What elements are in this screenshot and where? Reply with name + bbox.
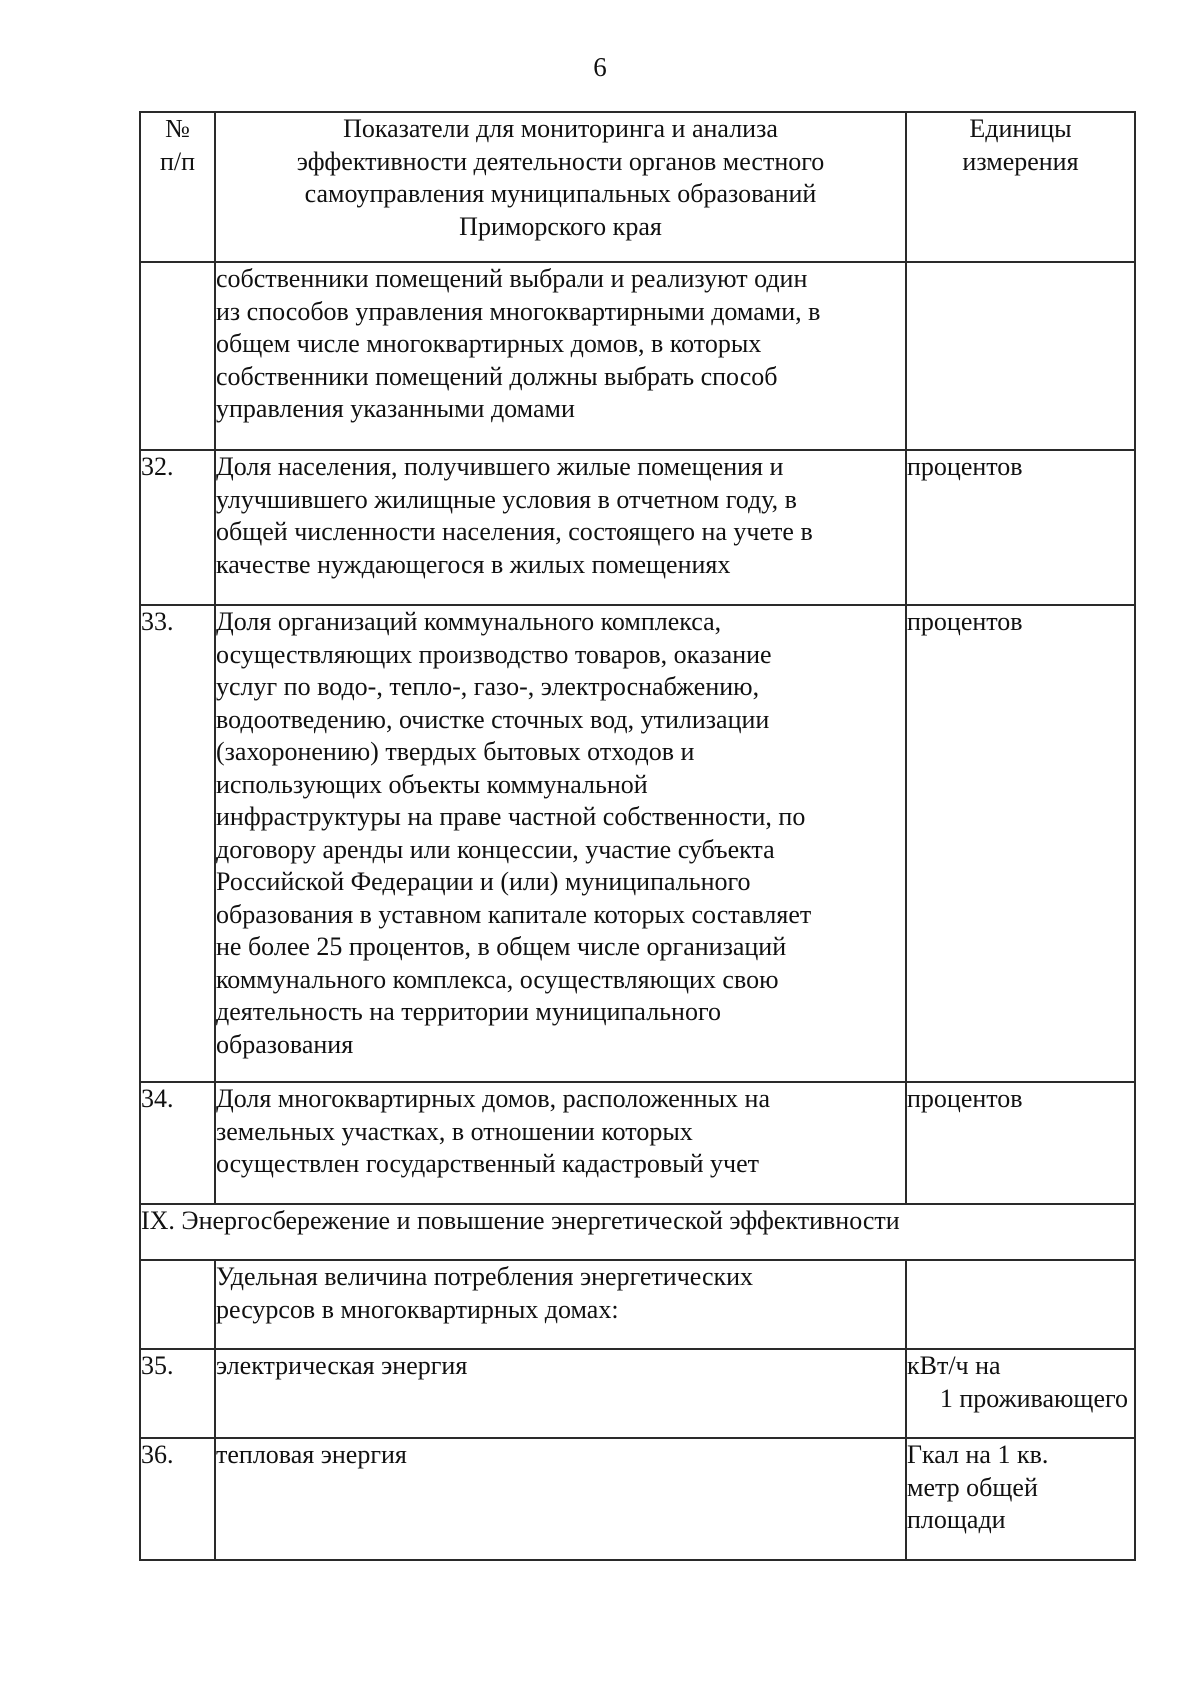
table-row xyxy=(140,1349,1135,1438)
row-unit-line: кВт/ч на xyxy=(907,1351,1001,1380)
row-indicator-text: электрическая энергия xyxy=(215,1349,906,1438)
row-unit-line: 1 проживающего xyxy=(939,1383,1128,1413)
row-unit xyxy=(906,1260,1135,1349)
subheading-text: Удельная величина потребления энергетических ресурсов в многоквартирных домах: xyxy=(215,1260,906,1349)
table-row xyxy=(140,450,1135,605)
table-row xyxy=(140,1438,1135,1560)
row-unit: процентов xyxy=(906,605,1135,1082)
row-number: 32. xyxy=(140,450,215,605)
page-number: 6 xyxy=(593,52,607,82)
row-number: 33. xyxy=(140,605,215,1082)
row-unit: Гкал на 1 кв. метр общей площади xyxy=(906,1438,1135,1560)
row-indicator-text: Доля многоквартирных домов, расположенных на земельных участках, в отношении которых осуществлен государственный кадастровый учет xyxy=(215,1082,906,1204)
row-unit xyxy=(906,262,1135,450)
table-header-row xyxy=(140,112,1135,262)
header-number-cell: № п/п xyxy=(140,112,215,262)
row-indicator-text: Доля населения, получившего жилые помещения и улучшившего жилищные условия в отчетном году, в общей численности населения, состоящего на учете в качестве нуждающегося в жилых помещениях xyxy=(215,450,906,605)
section-title: IX. Энергосбережение и повышение энергетической эффективности xyxy=(140,1204,1135,1260)
subheading-row xyxy=(140,1260,1135,1349)
section-row xyxy=(140,1204,1135,1260)
row-unit: процентов xyxy=(906,1082,1135,1204)
row-unit xyxy=(906,1349,1135,1438)
header-unit-cell: Единицы измерения xyxy=(906,112,1135,262)
row-unit: процентов xyxy=(906,450,1135,605)
row-number xyxy=(140,262,215,450)
table-row xyxy=(140,262,1135,450)
row-number: 34. xyxy=(140,1082,215,1204)
row-number: 36. xyxy=(140,1438,215,1560)
table-row xyxy=(140,605,1135,1082)
row-number xyxy=(140,1260,215,1349)
indicators-table xyxy=(139,111,1136,1561)
row-indicator-text: Доля организаций коммунального комплекса, осуществляющих производство товаров, оказание услуг по водо-, тепло-, газо-, электроснабжению, водоотведению, очистке сточных вод, утилизации (захоронению) твердых бытовых отходов и использующих объекты коммунальной инфраструктуры на праве частной собственности, по договору аренды или концессии, участие субъекта Российской Федерации и (или) муниципального образования в уставном капитале которых составляет не более 25 процентов, в общем числе организаций коммунального комплекса, осуществляющих свою деятельность на территории муниципального образования xyxy=(215,605,906,1082)
row-number: 35. xyxy=(140,1349,215,1438)
header-indicator-cell: Показатели для мониторинга и анализа эффективности деятельности органов местного самоуправления муниципальных образований Приморского края xyxy=(215,112,906,262)
row-indicator-text: тепловая энергия xyxy=(215,1438,906,1560)
table-row xyxy=(140,1082,1135,1204)
row-indicator-text: собственники помещений выбрали и реализуют один из способов управления многоквартирными домами, в общем числе многоквартирных домов, в которых собственники помещений должны выбрать способ управления указанными домами xyxy=(215,262,906,450)
